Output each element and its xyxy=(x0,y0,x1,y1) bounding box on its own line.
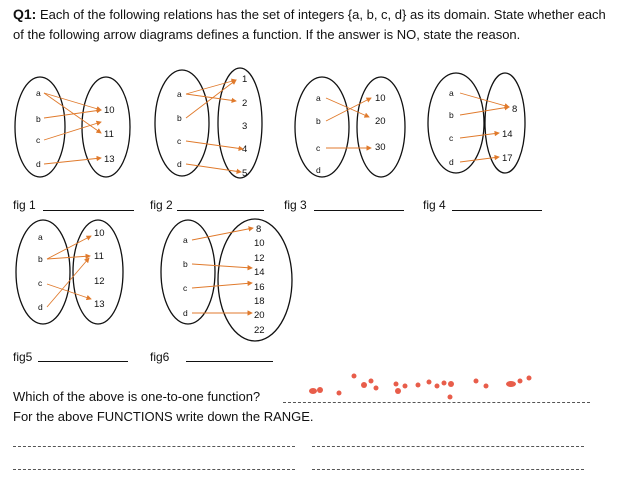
fig2-answer-line[interactable] xyxy=(177,210,264,211)
fig5-label: fig5 xyxy=(13,350,33,364)
fig5-codomain-10: 10 xyxy=(94,228,105,239)
fig4-arrow xyxy=(460,157,499,162)
fig4-domain-c: c xyxy=(449,133,454,143)
fig1-domain-a: a xyxy=(36,88,41,98)
fig2-codomain-5: 5 xyxy=(242,168,248,179)
fig5-arrow xyxy=(47,258,89,307)
range-question: For the above FUNCTIONS write down the RANGE. xyxy=(13,409,314,424)
range-answer-line-4[interactable] xyxy=(312,469,584,470)
fig4-label: fig 4 xyxy=(423,198,446,212)
fig2-label: fig 2 xyxy=(150,198,173,212)
fig4-answer-line[interactable] xyxy=(452,210,542,211)
fig5-codomain-12: 12 xyxy=(94,276,105,287)
fig6-domain-c: c xyxy=(183,283,188,293)
range-answer-line-1[interactable] xyxy=(13,446,295,447)
fig3-diagram xyxy=(295,77,405,177)
fig2-codomain-3: 3 xyxy=(242,121,248,132)
fig4-codomain-14: 14 xyxy=(502,129,513,140)
question-body: Each of the following relations has the set of integers {a, b, c, d} as its domain. State whether each of the following arrow diagrams defines a function. If the answer is NO, state the reason. xyxy=(13,7,606,42)
fig1-codomain-11: 11 xyxy=(104,129,114,140)
fig3-arrow xyxy=(326,98,369,117)
fig1-codomain-13: 13 xyxy=(104,154,115,165)
fig4-domain-b: b xyxy=(449,110,454,120)
fig2-domain-a: a xyxy=(177,89,182,99)
fig5-domain-a: a xyxy=(38,232,43,242)
fig1-answer-line[interactable] xyxy=(43,210,134,211)
fig6-codomain-16: 16 xyxy=(254,282,265,293)
fig5-domain-b: b xyxy=(38,254,43,264)
fig6-arrow xyxy=(192,264,252,268)
range-answer-line-3[interactable] xyxy=(13,469,295,470)
fig3-domain-b: b xyxy=(316,116,321,126)
fig4-arrow xyxy=(460,133,499,138)
fig5-codomain-11: 11 xyxy=(94,251,104,262)
fig2-arrow xyxy=(186,141,243,149)
fig4-diagram xyxy=(428,73,525,173)
one-to-one-question: Which of the above is one-to-one function? xyxy=(13,389,261,404)
fig6-codomain-12: 12 xyxy=(254,253,265,264)
fig2-codomain-1: 1 xyxy=(242,74,248,85)
fig5-domain-c: c xyxy=(38,278,43,288)
fig2-domain-b: b xyxy=(177,113,182,123)
fig4-domain-oval xyxy=(428,73,484,173)
fig3-codomain-10: 10 xyxy=(375,93,386,104)
fig5-domain-d: d xyxy=(38,302,43,312)
fig2-domain-c: c xyxy=(177,136,182,146)
fig1-domain-b: b xyxy=(36,114,41,124)
fig2-arrow xyxy=(186,94,236,101)
fig3-codomain-oval xyxy=(357,77,405,177)
fig2-diagram xyxy=(155,68,262,179)
fig3-domain-oval xyxy=(295,77,349,177)
fig2-arrow xyxy=(186,80,236,94)
fig2-codomain-oval xyxy=(218,68,262,178)
fig4-domain-d: d xyxy=(449,157,454,167)
fig5-diagram xyxy=(16,220,123,324)
fig6-domain-a: a xyxy=(183,235,188,245)
fig4-arrow xyxy=(460,107,509,115)
fig1-codomain-10: 10 xyxy=(104,105,115,116)
fig4-domain-a: a xyxy=(449,88,454,98)
fig4-arrow xyxy=(460,93,509,107)
fig1-domain-c: c xyxy=(36,135,41,145)
fig4-codomain-17: 17 xyxy=(502,153,513,164)
fig1-arrow xyxy=(44,93,101,133)
fig1-label: fig 1 xyxy=(13,198,36,212)
fig3-domain-d: d xyxy=(316,165,321,175)
fig5-codomain-13: 13 xyxy=(94,299,105,310)
fig6-codomain-22: 22 xyxy=(254,325,265,336)
fig1-domain-d: d xyxy=(36,159,41,169)
fig2-domain-d: d xyxy=(177,159,182,169)
fig3-domain-c: c xyxy=(316,143,321,153)
fig6-codomain-8: 8 xyxy=(256,224,262,235)
fig3-domain-a: a xyxy=(316,93,321,103)
fig6-codomain-14: 14 xyxy=(254,267,265,278)
fig6-arrow xyxy=(192,228,253,240)
fig1-arrow xyxy=(44,110,101,118)
fig6-answer-line[interactable] xyxy=(186,361,273,362)
fig3-answer-line[interactable] xyxy=(314,210,404,211)
fig2-codomain-4: 4 xyxy=(242,144,248,155)
fig6-arrow xyxy=(192,283,252,288)
fig6-label: fig6 xyxy=(150,350,170,364)
fig4-codomain-8: 8 xyxy=(512,104,518,115)
fig6-diagram xyxy=(161,219,292,341)
red-scribble xyxy=(309,374,532,400)
fig6-domain-oval xyxy=(161,220,215,324)
fig6-codomain-20: 20 xyxy=(254,310,265,321)
fig1-arrow xyxy=(44,93,101,110)
fig1-arrow xyxy=(44,158,101,164)
fig2-domain-oval xyxy=(155,70,209,176)
fig5-domain-oval xyxy=(16,220,70,324)
fig6-domain-d: d xyxy=(183,308,188,318)
fig3-codomain-30: 30 xyxy=(375,142,386,153)
fig1-diagram xyxy=(15,77,130,177)
question-label: Q1: xyxy=(13,6,37,22)
range-answer-line-2[interactable] xyxy=(312,446,584,447)
fig3-codomain-20: 20 xyxy=(375,116,386,127)
fig2-arrow xyxy=(186,80,236,118)
fig3-label: fig 3 xyxy=(284,198,307,212)
fig6-domain-b: b xyxy=(183,259,188,269)
fig6-codomain-10: 10 xyxy=(254,238,265,249)
fig2-codomain-2: 2 xyxy=(242,98,248,109)
one-to-one-answer-line[interactable] xyxy=(283,402,590,403)
fig6-codomain-18: 18 xyxy=(254,296,265,307)
fig5-answer-line[interactable] xyxy=(38,361,128,362)
fig1-arrow xyxy=(44,122,101,140)
